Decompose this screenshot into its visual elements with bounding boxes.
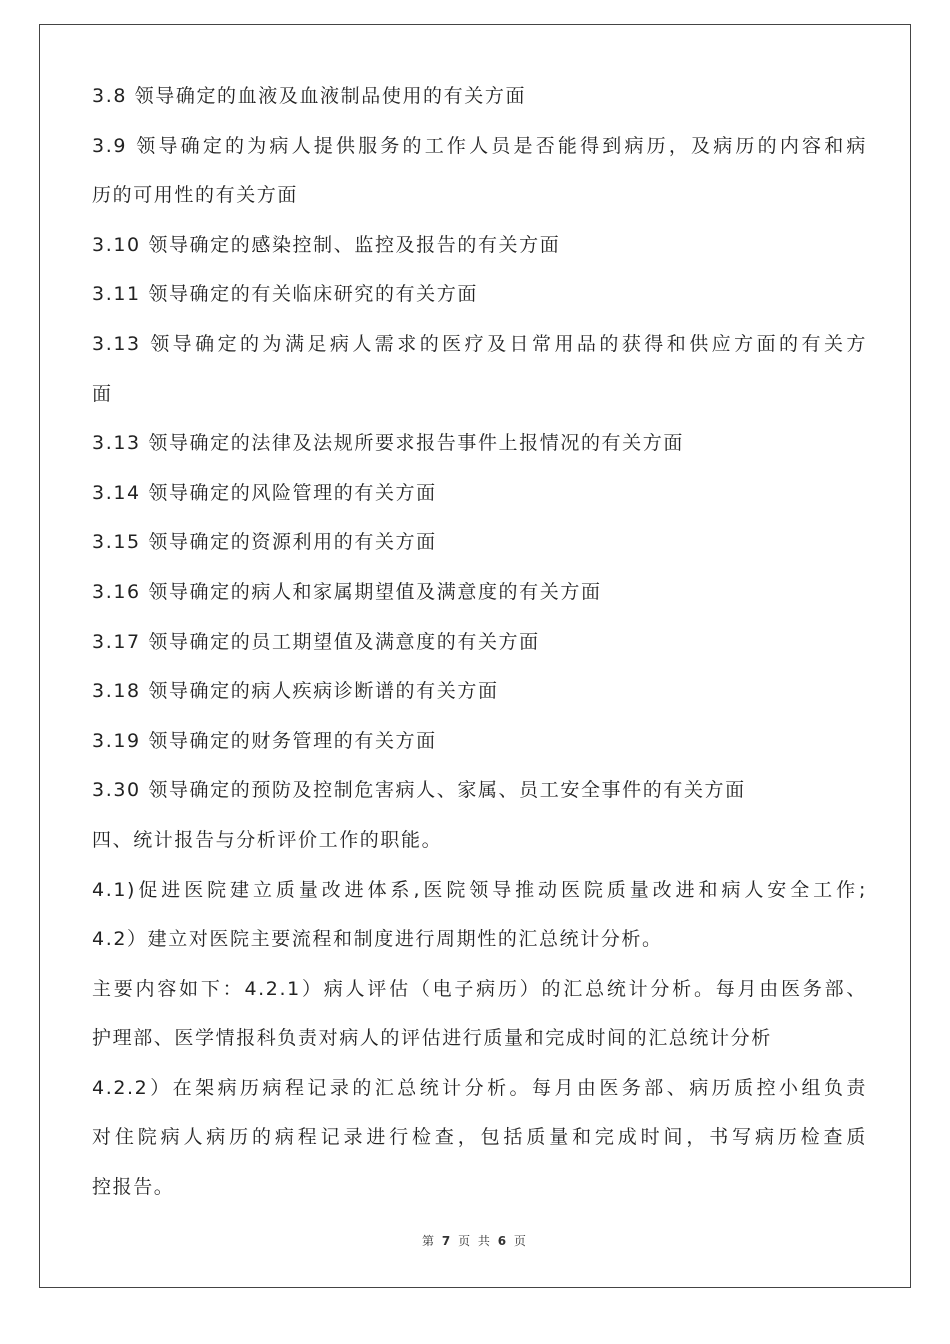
- paragraph-line: 3.9 领导确定的为病人提供服务的工作人员是否能得到病历，及病历的内容和病: [92, 134, 867, 157]
- footer-middle: 页 共: [458, 1234, 492, 1248]
- paragraph-line: 3.13 领导确定的法律及法规所要求报告事件上报情况的有关方面: [92, 432, 684, 455]
- paragraph-line: 3.13 领导确定的为满足病人需求的医疗及日常用品的获得和供应方面的有关方: [92, 332, 867, 355]
- paragraph-line: 3.16 领导确定的病人和家属期望值及满意度的有关方面: [92, 580, 602, 603]
- footer-suffix: 页: [513, 1234, 528, 1248]
- paragraph-line: 主要内容如下：4.2.1）病人评估（电子病历）的汇总统计分析。每月由医务部、: [92, 977, 867, 1000]
- section-heading: 四、统计报告与分析评价工作的职能。: [92, 828, 443, 851]
- paragraph-line: 3.14 领导确定的风险管理的有关方面: [92, 481, 437, 504]
- paragraph-line: 3.11 领导确定的有关临床研究的有关方面: [92, 283, 478, 306]
- page-footer: [0, 1232, 950, 1249]
- paragraph-line: 3.19 领导确定的财务管理的有关方面: [92, 729, 437, 752]
- paragraph-line: 3.15 领导确定的资源利用的有关方面: [92, 531, 437, 554]
- paragraph-line: 4.2.2）在架病历病程记录的汇总统计分析。每月由医务部、病历质控小组负责: [92, 1076, 867, 1099]
- paragraph-line: 护理部、医学情报科负责对病人的评估进行质量和完成时间的汇总统计分析: [92, 1027, 772, 1050]
- paragraph-line: 面: [92, 382, 113, 405]
- current-page-number: 7: [441, 1234, 453, 1248]
- total-page-number: 6: [497, 1234, 509, 1248]
- paragraph-line: 历的可用性的有关方面: [92, 184, 299, 207]
- paragraph-line: 4.1)促进医院建立质量改进体系,医院领导推动医院质量改进和病人安全工作;: [92, 878, 867, 901]
- footer-prefix: 第: [422, 1234, 437, 1248]
- paragraph-line: 4.2）建立对医院主要流程和制度进行周期性的汇总统计分析。: [92, 928, 663, 951]
- paragraph-line: 3.30 领导确定的预防及控制危害病人、家属、员工安全事件的有关方面: [92, 779, 746, 802]
- paragraph-line: 3.10 领导确定的感染控制、监控及报告的有关方面: [92, 233, 561, 256]
- document-body: [92, 76, 867, 1217]
- paragraph-line: 控报告。: [92, 1176, 175, 1199]
- paragraph-line: 3.18 领导确定的病人疾病诊断谱的有关方面: [92, 680, 499, 703]
- paragraph-line: 3.17 领导确定的员工期望值及满意度的有关方面: [92, 630, 540, 653]
- paragraph-line: 3.8 领导确定的血液及血液制品使用的有关方面: [92, 85, 527, 107]
- paragraph-line: 对住院病人病历的病程记录进行检查，包括质量和完成时间，书写病历检查质: [92, 1126, 867, 1149]
